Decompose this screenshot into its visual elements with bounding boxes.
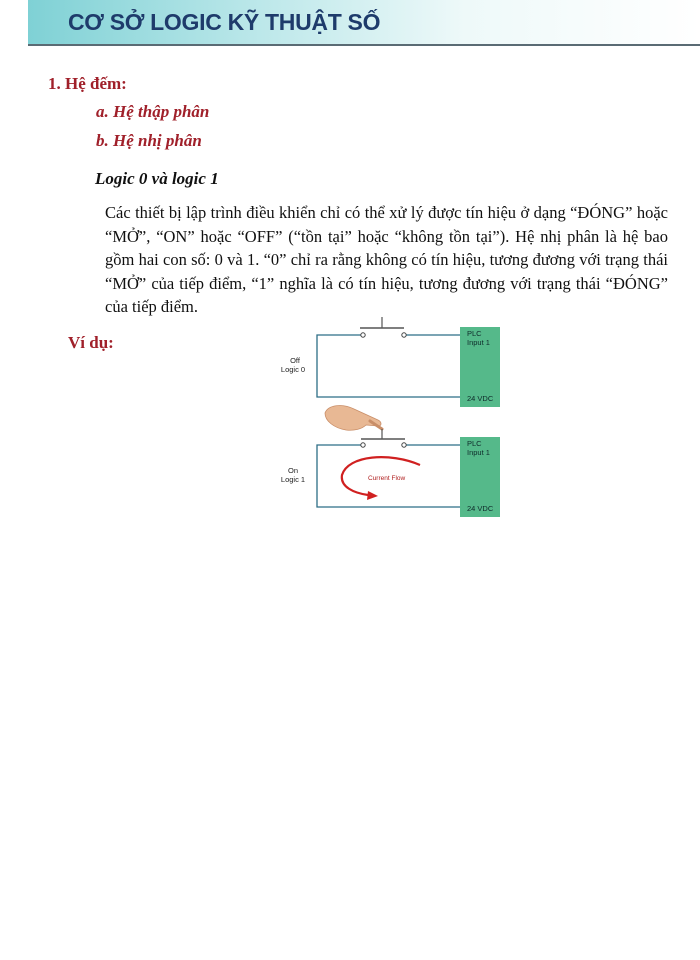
contact-left bbox=[361, 333, 365, 337]
contact-right bbox=[402, 333, 406, 337]
logic-heading: Logic 0 và logic 1 bbox=[95, 169, 219, 188]
wire-top bbox=[317, 335, 460, 397]
state-label: Off bbox=[290, 356, 300, 365]
voltage-label: 24 VDC bbox=[467, 394, 494, 403]
section-heading: 1. Hệ đếm: bbox=[48, 74, 127, 93]
state-label: On bbox=[287, 466, 299, 475]
current-flow-arrowhead bbox=[367, 491, 378, 500]
plc-input-label: Input 1 bbox=[467, 338, 490, 347]
contact-left bbox=[361, 443, 365, 447]
plc-logic-figure bbox=[270, 315, 510, 530]
plc-logic-diagram bbox=[270, 315, 510, 525]
current-flow-label: Current Flow bbox=[368, 475, 406, 482]
plc-label: PLC bbox=[467, 329, 482, 338]
logic-label: Logic 1 bbox=[280, 475, 306, 484]
plc-label: PLC bbox=[467, 439, 482, 448]
subheading-binary: b. Hệ nhị phân bbox=[96, 131, 202, 150]
header-underline bbox=[28, 44, 700, 46]
voltage-label: 24 VDC bbox=[467, 504, 494, 513]
plc-input-label: Input 1 bbox=[467, 448, 490, 457]
circuit-on bbox=[281, 429, 500, 517]
circuit-off bbox=[281, 317, 500, 407]
example-label: Ví dụ: bbox=[68, 333, 114, 352]
subheading-decimal: a. Hệ thập phân bbox=[96, 102, 210, 121]
contact-right bbox=[402, 443, 406, 447]
logic-label: Logic 0 bbox=[280, 365, 306, 374]
finger-icon bbox=[325, 406, 382, 431]
logic-paragraph: Các thiết bị lập trình điều khiển chỉ có thể xử lý được tín hiệu ở dạng “ĐÓNG” hoặc “MỞ”, “ON” hoặc “OFF” (“tồn tại” hoặc “không tồn tại”). Hệ nhị phân là hệ bao gồm hai con số: 0 và 1. “0” chỉ ra rằng không có tín hiệu, tương đương với trạng thái “MỞ” của tiếp điểm, “1” nghĩa là có tín hiệu, tương đương với trạng thái “ĐÓNG” của tiếp điểm. bbox=[105, 203, 668, 316]
page-title: CƠ SỞ LOGIC KỸ THUẬT SỐ bbox=[68, 9, 381, 35]
